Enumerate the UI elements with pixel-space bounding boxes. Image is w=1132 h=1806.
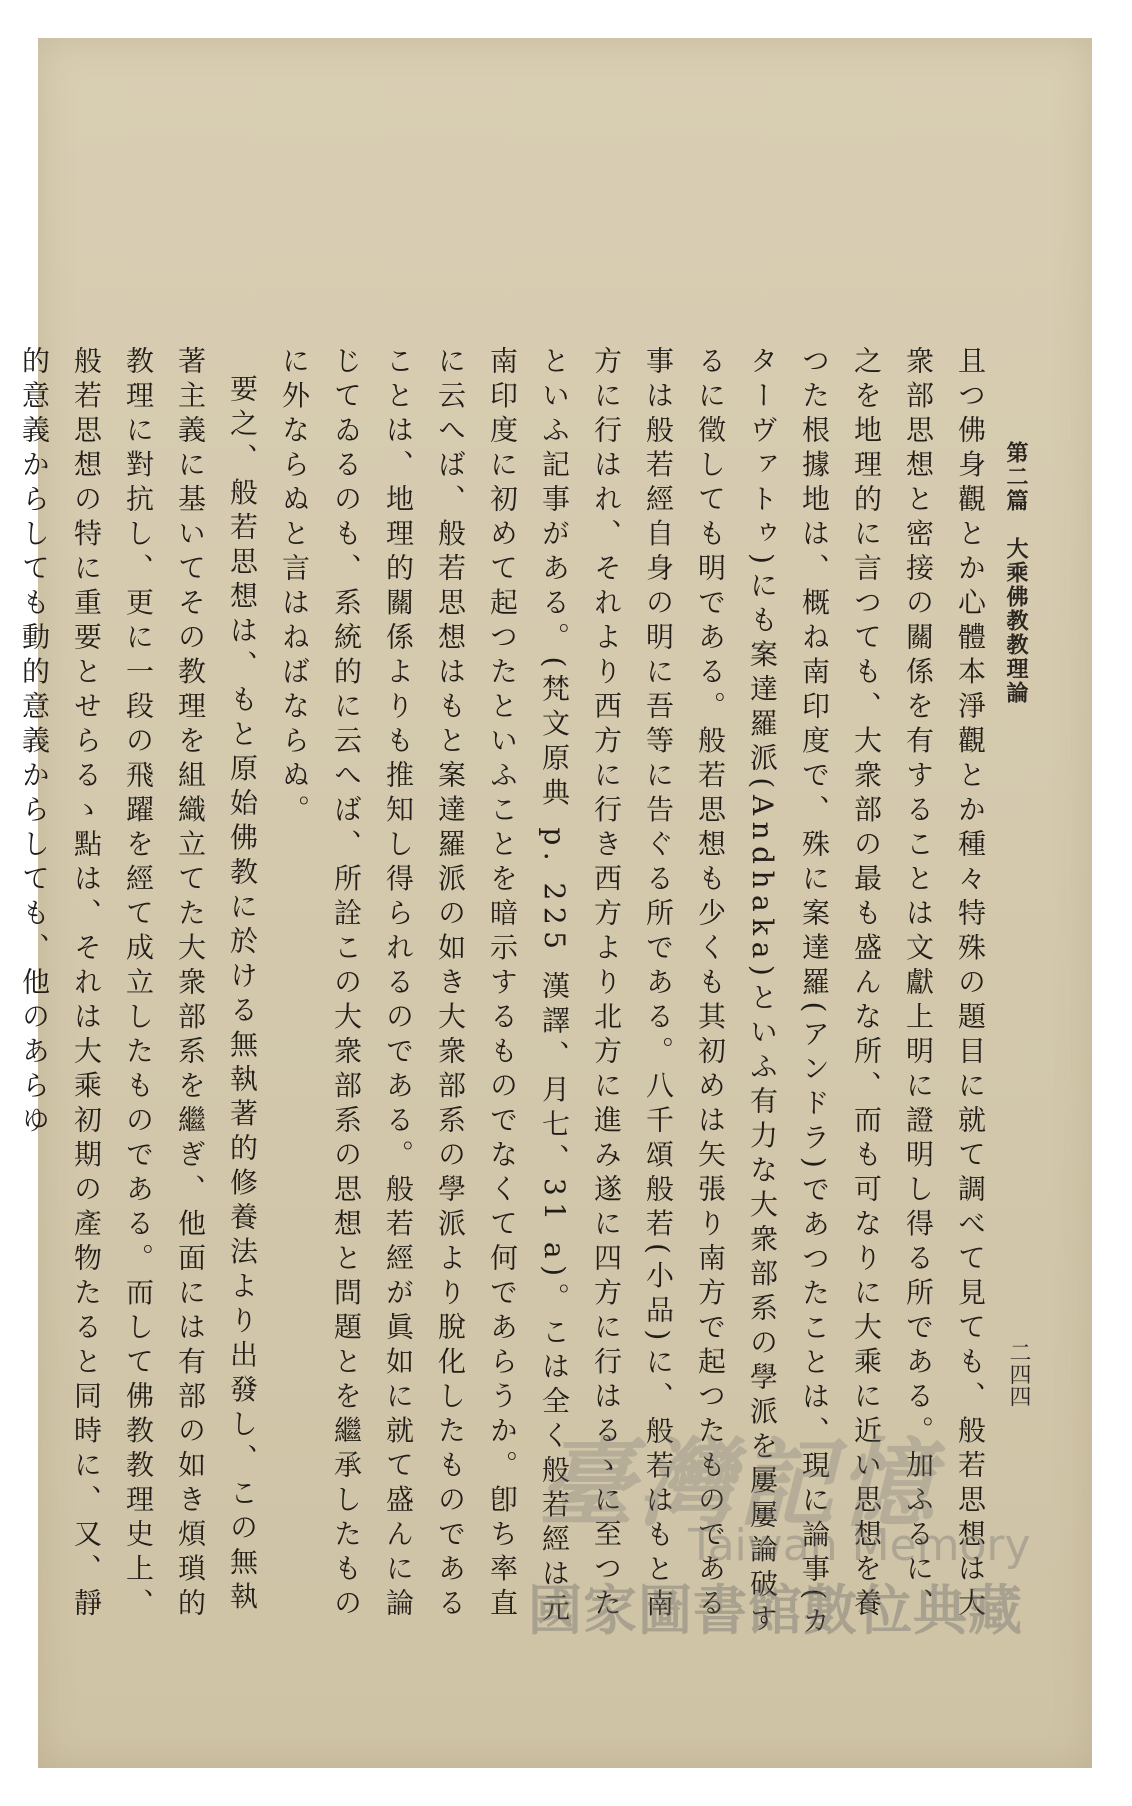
book-page bbox=[18, 38, 1092, 1768]
body-text bbox=[18, 346, 996, 1646]
paragraph-1: 且つ佛身觀とか心體本淨觀とか種々特殊の題目に就て調べて見ても、般若思想は大衆部思想と密接の關係を有することは文獻上明に證明し得る所である。加ふるに、之を地理的に言つても、大衆部の最も盛んな所、而も可なりに大乘に近い思想を養つた根據地は、概ね南印度で、殊に案達羅(アンドラ)であつたことは、現に論事(カターヴァトゥ)にも案達羅派(Andhaka)といふ有力な大衆部系の學派を屢屢論破するに徵しても明である。般若思想も少くも其初めは矢張り南方で起つたものである事は般若經自身の明に吾等に告ぐる所である。八千頌般若(小品)に、般若はもと南方に行はれ、それより西方に行き西方より北方に進み遂に四方に行はるゝに至つたといふ記事がある。(梵文原典 p. 225 漢譯、月七、31 a)。こは全く般若經は元南印度に初めて起つたといふことを暗示するものでなくて何であらうか。卽ち率直に云へば、般若思想はもと案達羅派の如き大衆部系の學派より脫化したものであることは、地理的關係よりも推知し得られるのである。般若經が眞如に就て盛んに論じてゐるのも、系統的に云へば、所詮この大衆部系の思想と問題とを繼承したものに外ならぬと言はねばならぬ。 bbox=[278, 346, 987, 1641]
watermark-english-text: Taiwan Memory bbox=[688, 1520, 1031, 1571]
watermark-cursive-logo: 臺灣記憶 bbox=[538, 1427, 938, 1540]
running-header: 第二篇 大乘佛教教理論 bbox=[1003, 441, 1029, 705]
watermark-chinese-text: 國家圖書館數位典藏 bbox=[528, 1579, 1023, 1642]
paragraph-2: 要之、般若思想は、もと原始佛教に於ける無執著的修養法より出發し、この無執著主義に基いてその教理を組織立てた大衆部系を繼ぎ、他面には有部の如き煩瑣的教理に對抗し、更に一段の飛躍を經て成立したものである。而して佛教教理史上、般若思想の特に重要とせらるゝ點は、それは大乘初期の產物たると同時に、又、靜的意義からしても動的意義からしても、他のあらゆ bbox=[18, 346, 259, 1623]
page-number: 二四四 bbox=[1006, 1341, 1031, 1407]
